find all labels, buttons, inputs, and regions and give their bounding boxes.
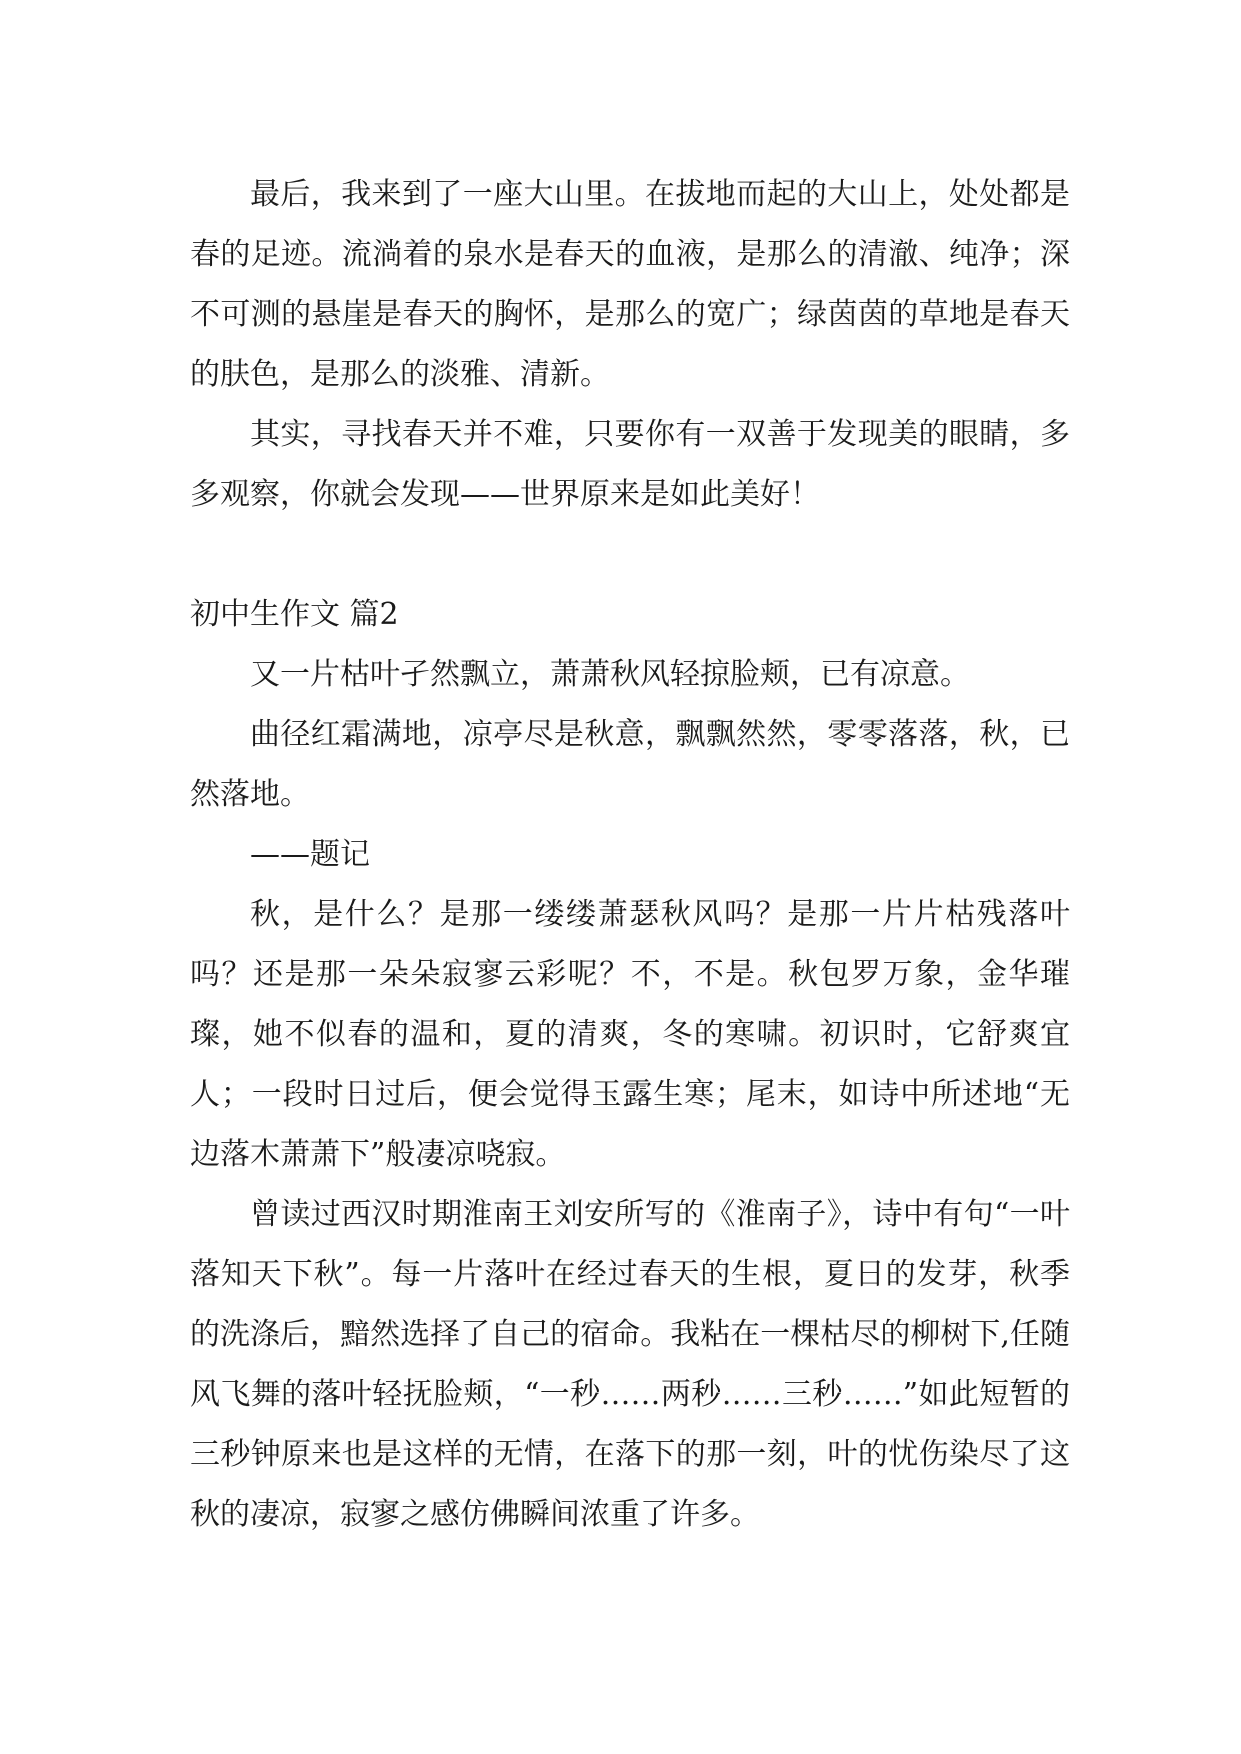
paragraph: 其实，寻找春天并不难，只要你有一双善于发现美的眼睛，多多观察，你就会发现——世界原来是如此美好！ (190, 417, 1070, 512)
paragraph: 曾读过西汉时期淮南王刘安所写的《淮南子》，诗中有句“一叶落知天下秋”。每一片落叶在经过春天的生根，夏日的发芽，秋季的洗涤后，黯然选择了自己的宿命。我粘在一棵枯尽的柳树下,任随风飞舞的落叶轻抚脸颊，“一秒……两秒……三秒……”如此短暂的三秒钟原来也是这样的无情，在落下的那一刻，叶的忧伤染尽了这秋的凄凉，寂寥之感仿佛瞬间浓重了许多。 (190, 1197, 1070, 1532)
paragraph: 秋，是什么？是那一缕缕萧瑟秋风吗？是那一片片枯残落叶吗？还是那一朵朵寂寥云彩呢？不，不是。秋包罗万象，金华璀璨，她不似春的温和，夏的清爽，冬的寒啸。初识时，它舒爽宜人；一段时日过后，便会觉得玉露生寒；尾末，如诗中所述地“无边落木萧萧下”般凄凉哓寂。 (190, 897, 1070, 1172)
document-body (190, 165, 1070, 1545)
paragraph: 又一片枯叶孑然飘立，萧萧秋风轻掠脸颊，已有凉意。 (250, 657, 970, 692)
section-heading: 初中生作文 篇2 (190, 597, 399, 632)
paragraph: 最后，我来到了一座大山里。在拔地而起的大山上，处处都是春的足迹。流淌着的泉水是春天的血液，是那么的清澈、纯净；深不可测的悬崖是春天的胸怀，是那么的宽广；绿茵茵的草地是春天的肤色，是那么的淡雅、清新。 (190, 177, 1070, 392)
paragraph: 曲径红霜满地，凉亭尽是秋意，飘飘然然，零零落落，秋，已然落地。 (190, 717, 1070, 812)
inscription-attribution: ——题记 (250, 837, 370, 872)
